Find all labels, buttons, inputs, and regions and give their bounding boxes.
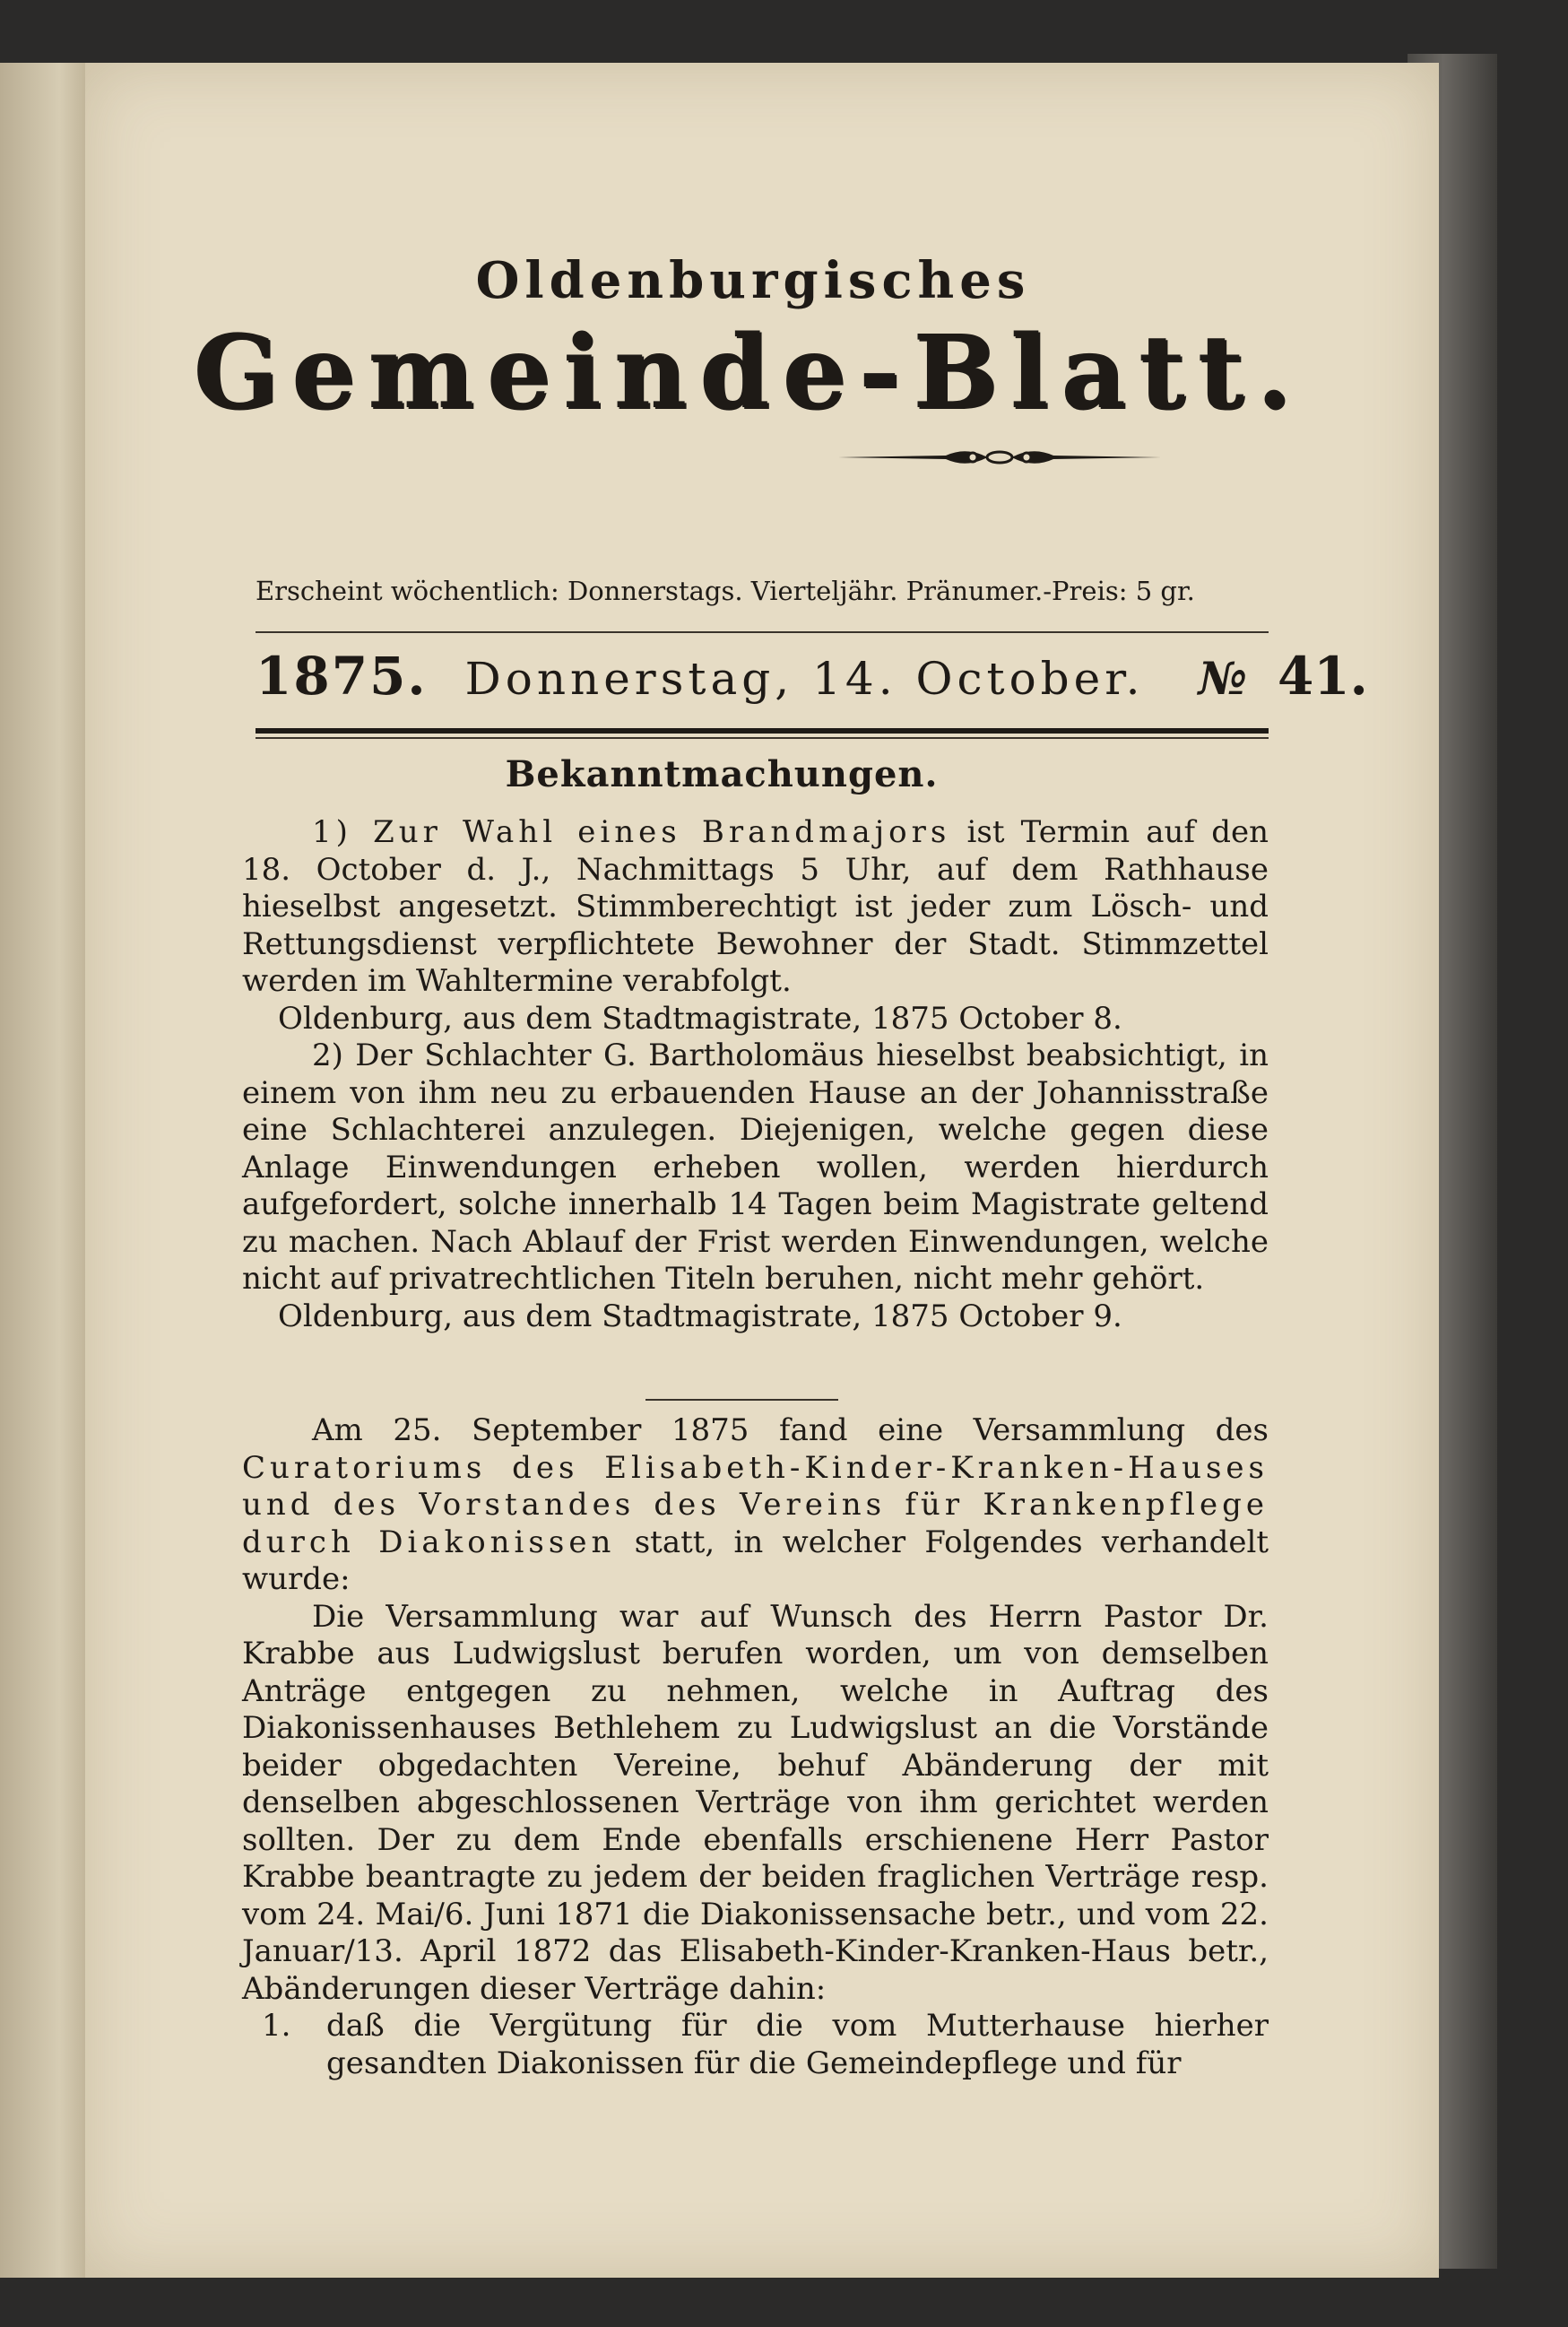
rule-double-thin: [256, 737, 1269, 739]
notice-2: 2) Der Schlachter G. Bartholomäus hieselbst beabsichtigt, in einem von ihm neu zu erbauenden Hause an der Johannisstraße eine Schlachterei anzulegen. Diejenigen, welche gegen diese Anlage Einwendungen erheben wollen, werden hierdurch aufgefordert, solche innerhalb 14 Tagen beim Magistrate geltend zu machen. Nach Ablauf der Frist werden Einwendungen, welche nicht auf privatrechtlichen Titeln beruhen, nicht mehr gehört.: [242, 1038, 1269, 1297]
dateline: [256, 646, 1368, 707]
notices-block: [242, 814, 1269, 1335]
list-item-1-text: daß die Vergütung für die vom Mutterhause hierher gesandten Diakonissen für die Gemeindepflege und für: [326, 2008, 1269, 2081]
notice-2-sign: Oldenburg, aus dem Stadtmagistrate, 1875 October 9.: [278, 1298, 1122, 1334]
ornament-divider: [838, 444, 1161, 471]
notice-1-sign: Oldenburg, aus dem Stadtmagistrate, 1875 October 8.: [278, 1000, 1122, 1037]
issue-day: Donnerstag, 14. October.: [464, 653, 1145, 705]
notice-1-lead: 1) Zur Wahl eines Brandmajors: [312, 814, 951, 850]
masthead-title: Gemeinde-Blatt.: [193, 314, 1304, 431]
article-paragraph-2: Die Versammlung war auf Wunsch des Herrn Pastor Dr. Krabbe aus Ludwigslust berufen worden, um von demselben Anträge entgegen zu nehmen, welche in Auftrag des Diakonissenhauses Bethlehem zu Ludwigslust an die Vorstände beider obgedachten Vereine, behuf Abänderung der mit denselben abgeschlossenen Verträge von ihm gerichtet werden sollten. Der zu dem Ende ebenfalls erschienene Herr Pastor Krabbe beantragte zu jedem der beiden fraglichen Verträge resp. vom 24. Mai/6. Juni 1871 die Diakonissensache betr., und vom 22. Januar/13. April 1872 das Elisabeth-Kinder-Kranken-Haus betr., Abänderungen dieser Verträge dahin:: [242, 1598, 1269, 2007]
issue-year: 1875.: [256, 646, 428, 707]
article-p1-c: statt, in welcher Folgendes verhandelt wurde:: [242, 1524, 1269, 1597]
article-block: [242, 1412, 1269, 2082]
issue-number: 41.: [1277, 646, 1368, 707]
rule-double-thick: [256, 728, 1269, 734]
article-paragraph-1: [242, 1412, 1269, 1599]
newspaper-page: [85, 63, 1439, 2278]
number-sign: №: [1198, 652, 1247, 705]
list-item-1: [242, 2008, 1269, 2082]
section-heading: Bekanntmachungen.: [505, 753, 939, 795]
separator-line: [645, 1399, 838, 1401]
article-p1-a: Am 25. September 1875 fand eine Versammlung des: [312, 1412, 1269, 1448]
article-p1-b: Curatoriums des Elisabeth-Kinder-Kranken-Hauses und des Vorstandes des Vereins für Krankenpflege durch Diakonissen: [242, 1449, 1269, 1560]
rule-top: [256, 631, 1269, 633]
publication-subline: Erscheint wöchentlich: Donnerstags. Vierteljähr. Pränumer.-Preis: 5 gr.: [256, 576, 1195, 606]
masthead-overtitle: Oldenburgisches: [475, 251, 1031, 310]
notice-1: [242, 814, 1269, 1001]
list-item-1-number: 1.: [262, 2008, 291, 2044]
masthead: [85, 251, 1439, 474]
notice-1-text: ist Termin auf den 18. October d. J., Nachmittags 5 Uhr, auf dem Rathhause hieselbst angesetzt. Stimmberechtigt ist jeder zum Lösch- und Rettungsdienst verpflichtete Bewohner der Stadt. Stimmzettel werden im Wahltermine verabfolgt.: [242, 814, 1269, 999]
